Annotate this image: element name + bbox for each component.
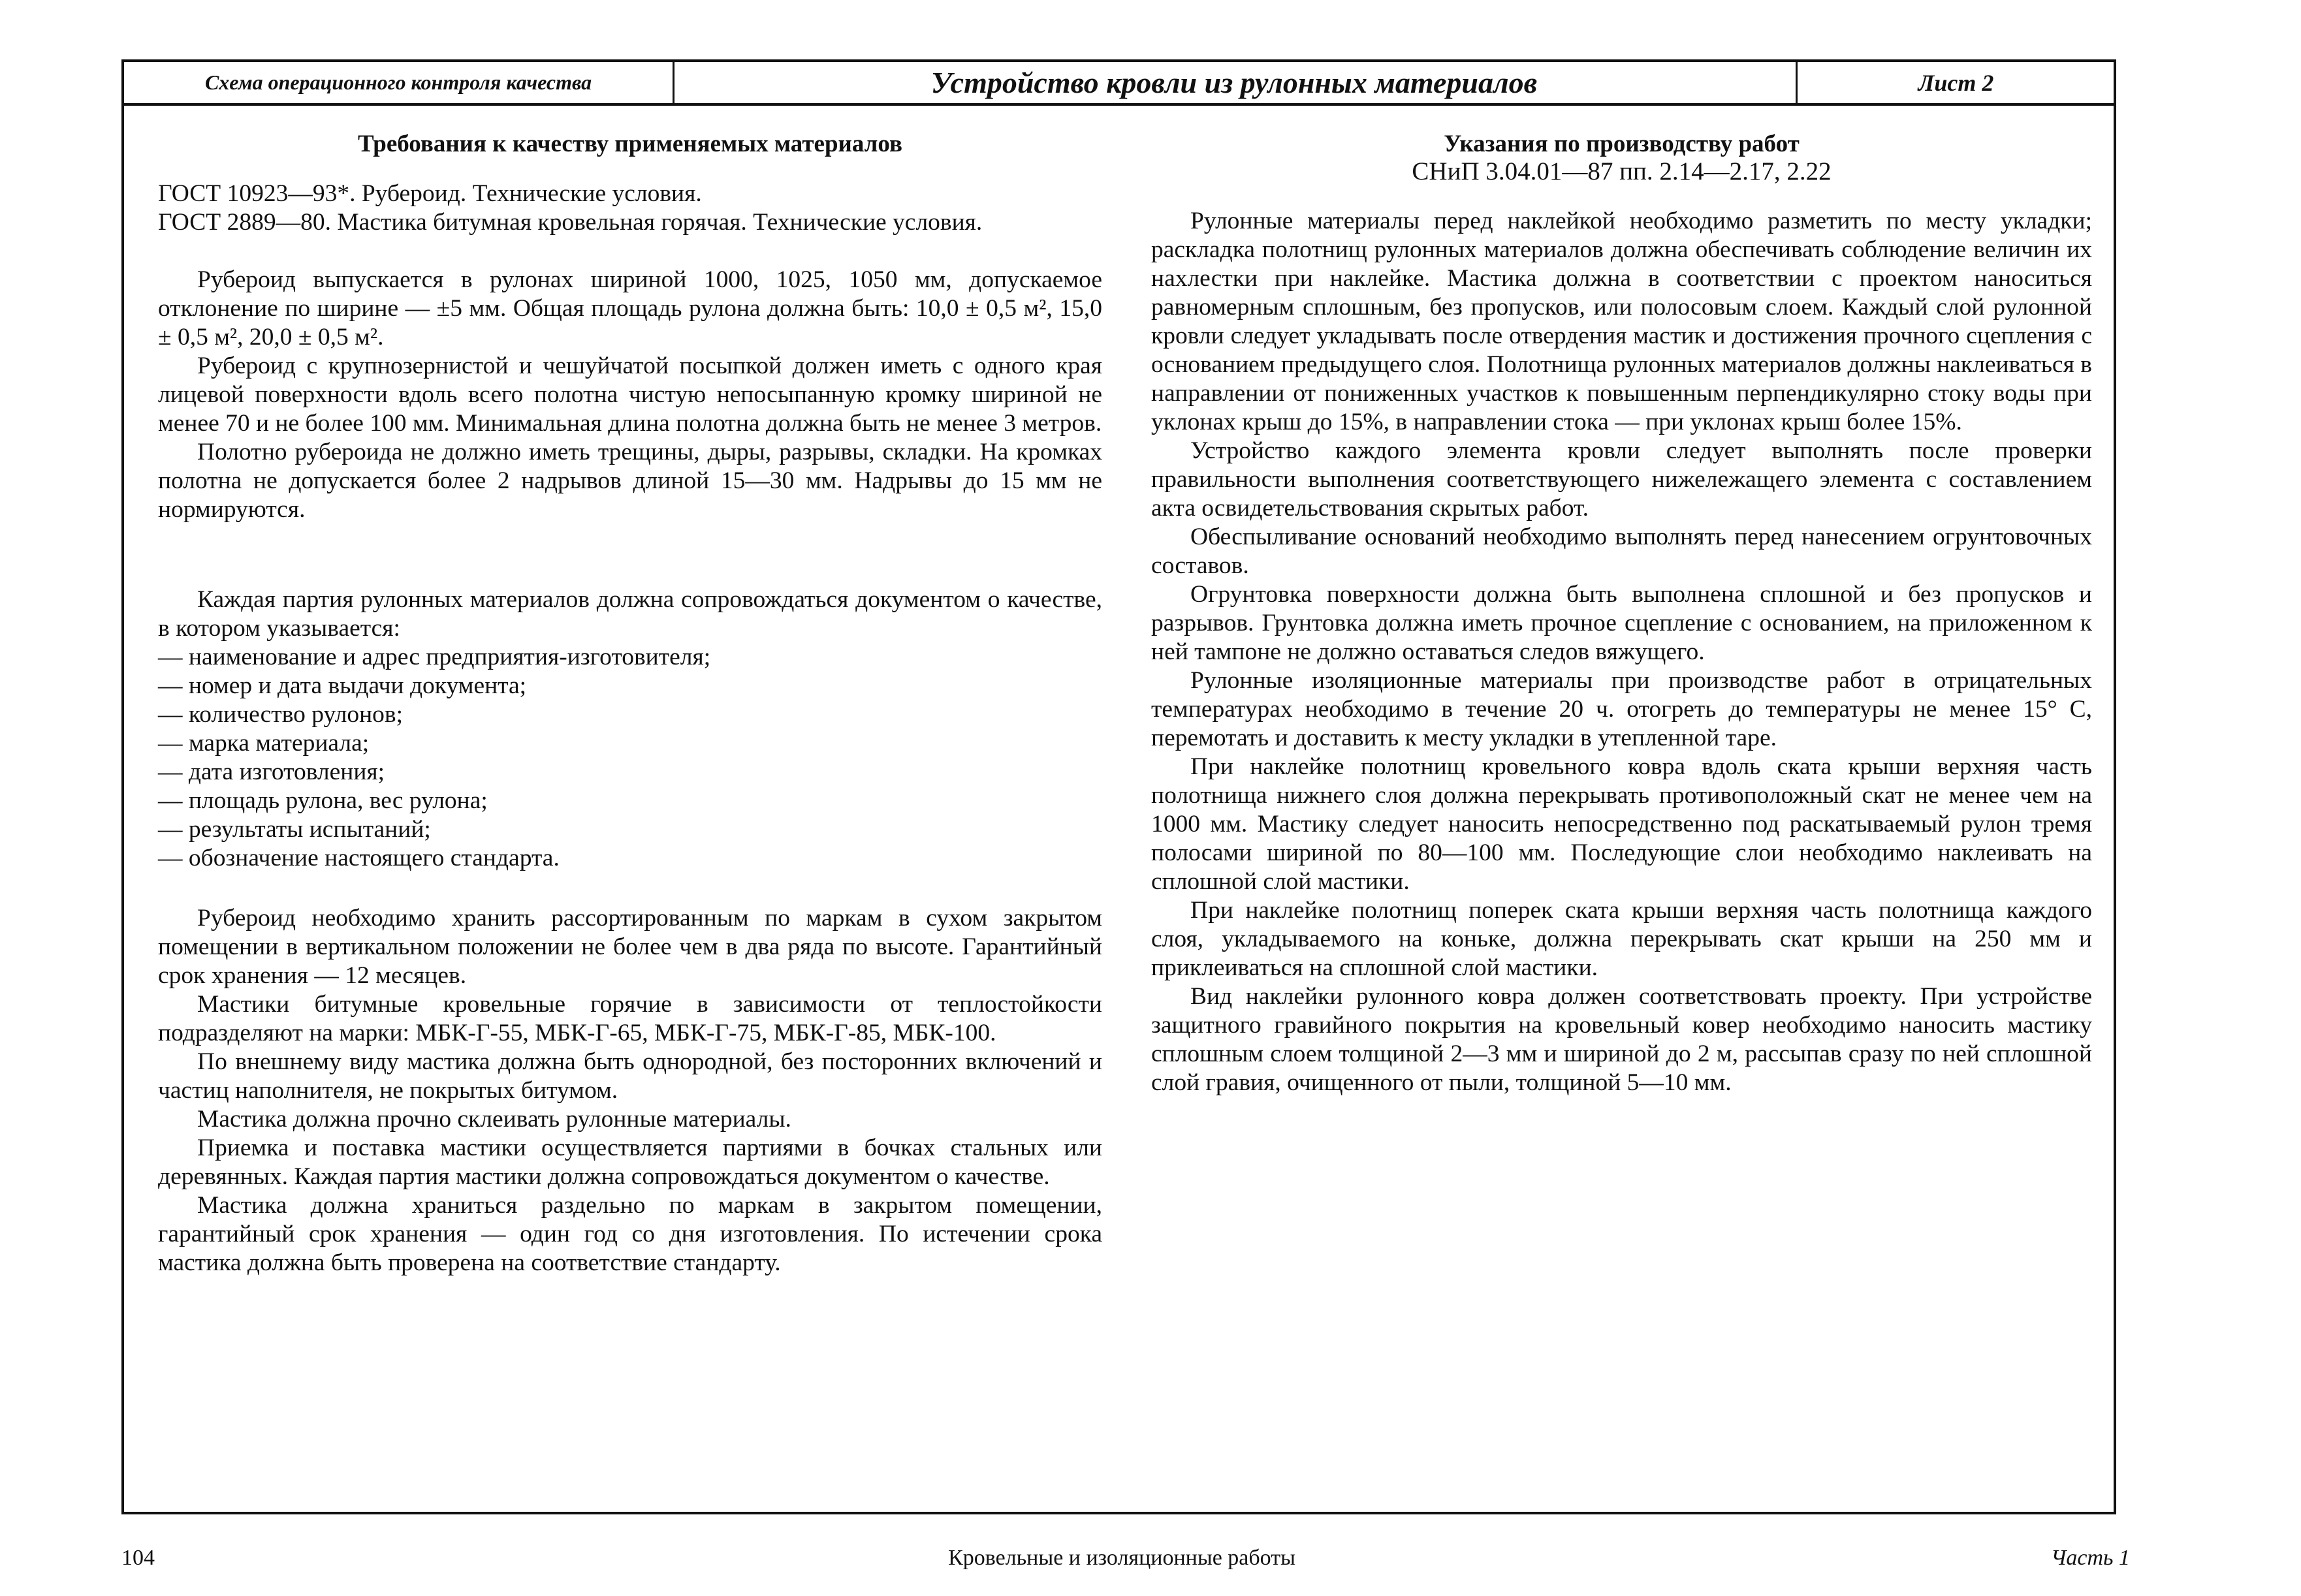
- header-sheet: Лист 2: [1918, 69, 1994, 96]
- footer-section: Кровельные и изоляционные работы: [948, 1546, 1295, 1570]
- page-number: 104: [121, 1546, 155, 1570]
- right-subtitle: СНиП 3.04.01—87 пп. 2.14—2.17, 2.22: [1412, 157, 1832, 185]
- right-title: Указания по производству работ: [1444, 131, 1800, 157]
- paragraph: При наклейке полотнищ кровельного ковра вдоль ската крыши верхняя часть полотнища нижнего слоя должна перекрывать противоположный скат не менее чем на 1000 мм. Мастику следует наносить непосредственно под раскатываемый рулон тремя полосами шириной по 80—100 мм. Последующие слои необходимо наклеивать на сплошной слой мастики.: [1151, 753, 2092, 895]
- paragraph: Огрунтовка поверхности должна быть выполнена сплошной и без пропусков и разрывов. Грунтовка должна иметь прочное сцепление с основанием, на приложенном к ней тампоне не должно оставаться следов вяжущего.: [1151, 581, 2092, 665]
- paragraph: Мастика должна прочно склеивать рулонные материалы.: [197, 1106, 791, 1133]
- paragraph: Мастики битумные кровельные горячие в зависимости от теплостойкости подразделяют на марки: МБК-Г-55, МБК-Г-65, МБК-Г-75, МБК-Г-85, МБК-100.: [158, 991, 1102, 1046]
- standard-item: ГОСТ 10923—93*. Рубероид. Технические условия.: [158, 180, 702, 207]
- paragraph: Рубероид с крупнозернистой и чешуйчатой посыпкой должен иметь с одного края лицевой поверхности вдоль всего полотна чистую непосыпанную кромку шириной не менее 70 и не более 100 мм. Минимальная длина полотна должна быть не менее 3 метров.: [158, 352, 1102, 437]
- list-item: — результаты испытаний;: [158, 815, 1102, 844]
- paragraph: Каждая партия рулонных материалов должна сопровождаться документом о качестве, в котором указывается:: [158, 586, 1102, 642]
- list-item: — дата изготовления;: [158, 758, 1102, 787]
- list-item: — номер и дата выдачи документа;: [158, 672, 1102, 700]
- paragraph: Устройство каждого элемента кровли следует выполнять после проверки правильности выполнения соответствующего нижележащего элемента с составлением акта освидетельствования скрытых работ.: [1151, 437, 2092, 522]
- storage-and-mastic-requirements: [158, 904, 1102, 1277]
- footer-part: Часть 1: [2050, 1546, 2130, 1570]
- quality-document-section: [158, 586, 1102, 873]
- paragraph: Обеспыливание оснований необходимо выполнять перед нанесением огрунтовочных составов.: [1151, 524, 2092, 579]
- quality-document-list: [158, 643, 1102, 873]
- paragraph: Мастика должна храниться раздельно по маркам в закрытом помещении, гарантийный срок хранения — один год со дня изготовления. По истечении срока мастика должна быть проверена на соответствие стандарту.: [158, 1192, 1102, 1276]
- header-table: [124, 62, 2114, 106]
- paragraph: По внешнему виду мастика должна быть однородной, без посторонних включений и частиц наполнителя, не покрытых битумом.: [158, 1048, 1102, 1104]
- standards-list: [158, 180, 1102, 237]
- paragraph: Полотно рубероида не должно иметь трещины, дыры, разрывы, складки. На кромках полотна не допускается более 2 надрывов длиной 15—30 мм. Надрывы до 15 мм не нормируются.: [158, 439, 1102, 523]
- paragraph: Приемка и поставка мастики осуществляется партиями в бочках стальных или деревянных. Каждая партия мастики должна сопровождаться документом о качестве.: [158, 1134, 1102, 1190]
- paragraph: Рубероид выпускается в рулонах шириной 1000, 1025, 1050 мм, допускаемое отклонение по ширине — ±5 мм. Общая площадь рулона должна быть: 10,0 ± 0,5 м², 15,0 ± 0,5 м², 20,0 ± 0,5 м².: [158, 266, 1102, 351]
- header-title: Устройство кровли из рулонных материалов: [673, 62, 1798, 103]
- paragraph: Рулонные изоляционные материалы при производстве работ в отрицательных температурах необходимо в течение 20 ч. отогреть до температуры не менее 15° С, перемотать и доставить к месту укладки в утепленной таре.: [1151, 667, 2092, 751]
- left-title: Требования к качеству применяемых материалов: [358, 131, 902, 157]
- list-item: — площадь рулона, вес рулона;: [158, 787, 1102, 815]
- list-item: — наименование и адрес предприятия-изготовителя;: [158, 643, 1102, 672]
- standard-item: ГОСТ 2889—80. Мастика битумная кровельная горячая. Технические условия.: [158, 209, 983, 236]
- list-item: — марка материала;: [158, 729, 1102, 758]
- roofing-felt-requirements: [158, 266, 1102, 524]
- paragraph: Рубероид необходимо хранить рассортированным по маркам в сухом закрытом помещении в вертикальном положении не более чем в два ряда по высоте. Гарантийный срок хранения — 12 месяцев.: [158, 905, 1102, 989]
- page-frame: [121, 59, 2116, 1514]
- paragraph: При наклейке полотнищ поперек ската крыши верхняя часть полотнища каждого слоя, укладываемого на коньке, должна перекрывать скат крыши на 250 мм и приклеиваться на сплошной слой мастики.: [1151, 897, 2092, 981]
- list-item: — обозначение настоящего стандарта.: [158, 844, 1102, 873]
- paragraph: Вид наклейки рулонного ковра должен соответствовать проекту. При устройстве защитного гравийного покрытия на кровельный ковер необходимо наносить мастику сплошным слоем толщиной 2—3 мм и шириной до 2 м, рассыпав сразу по ней сплошной слой гравия, очищенного от пыли, толщиной 5—10 мм.: [1151, 983, 2092, 1096]
- header-scheme: Схема операционного контроля качества: [124, 62, 674, 103]
- paragraph: Рулонные материалы перед наклейкой необходимо разметить по месту укладки; раскладка полотнищ рулонных материалов должна обеспечивать соблюдение величин их нахлестки при наклейке. Мастика должна в соответствии с проектом наноситься равномерным сплошным, без пропусков, или полосовым слоем. Каждый слой рулонной кровли следует укладывать после отвердения мастик и достижения прочного сцепления с основанием предыдущего слоя. Полотнища рулонных материалов должны наклеиваться в направлении от пониженных участков к повышенным перпендикулярно стоку воды при уклонах крыш до 15%, в направлении стока — при уклонах крыш более 15%.: [1151, 208, 2092, 435]
- list-item: — количество рулонов;: [158, 700, 1102, 729]
- work-instructions: [1151, 207, 2092, 1097]
